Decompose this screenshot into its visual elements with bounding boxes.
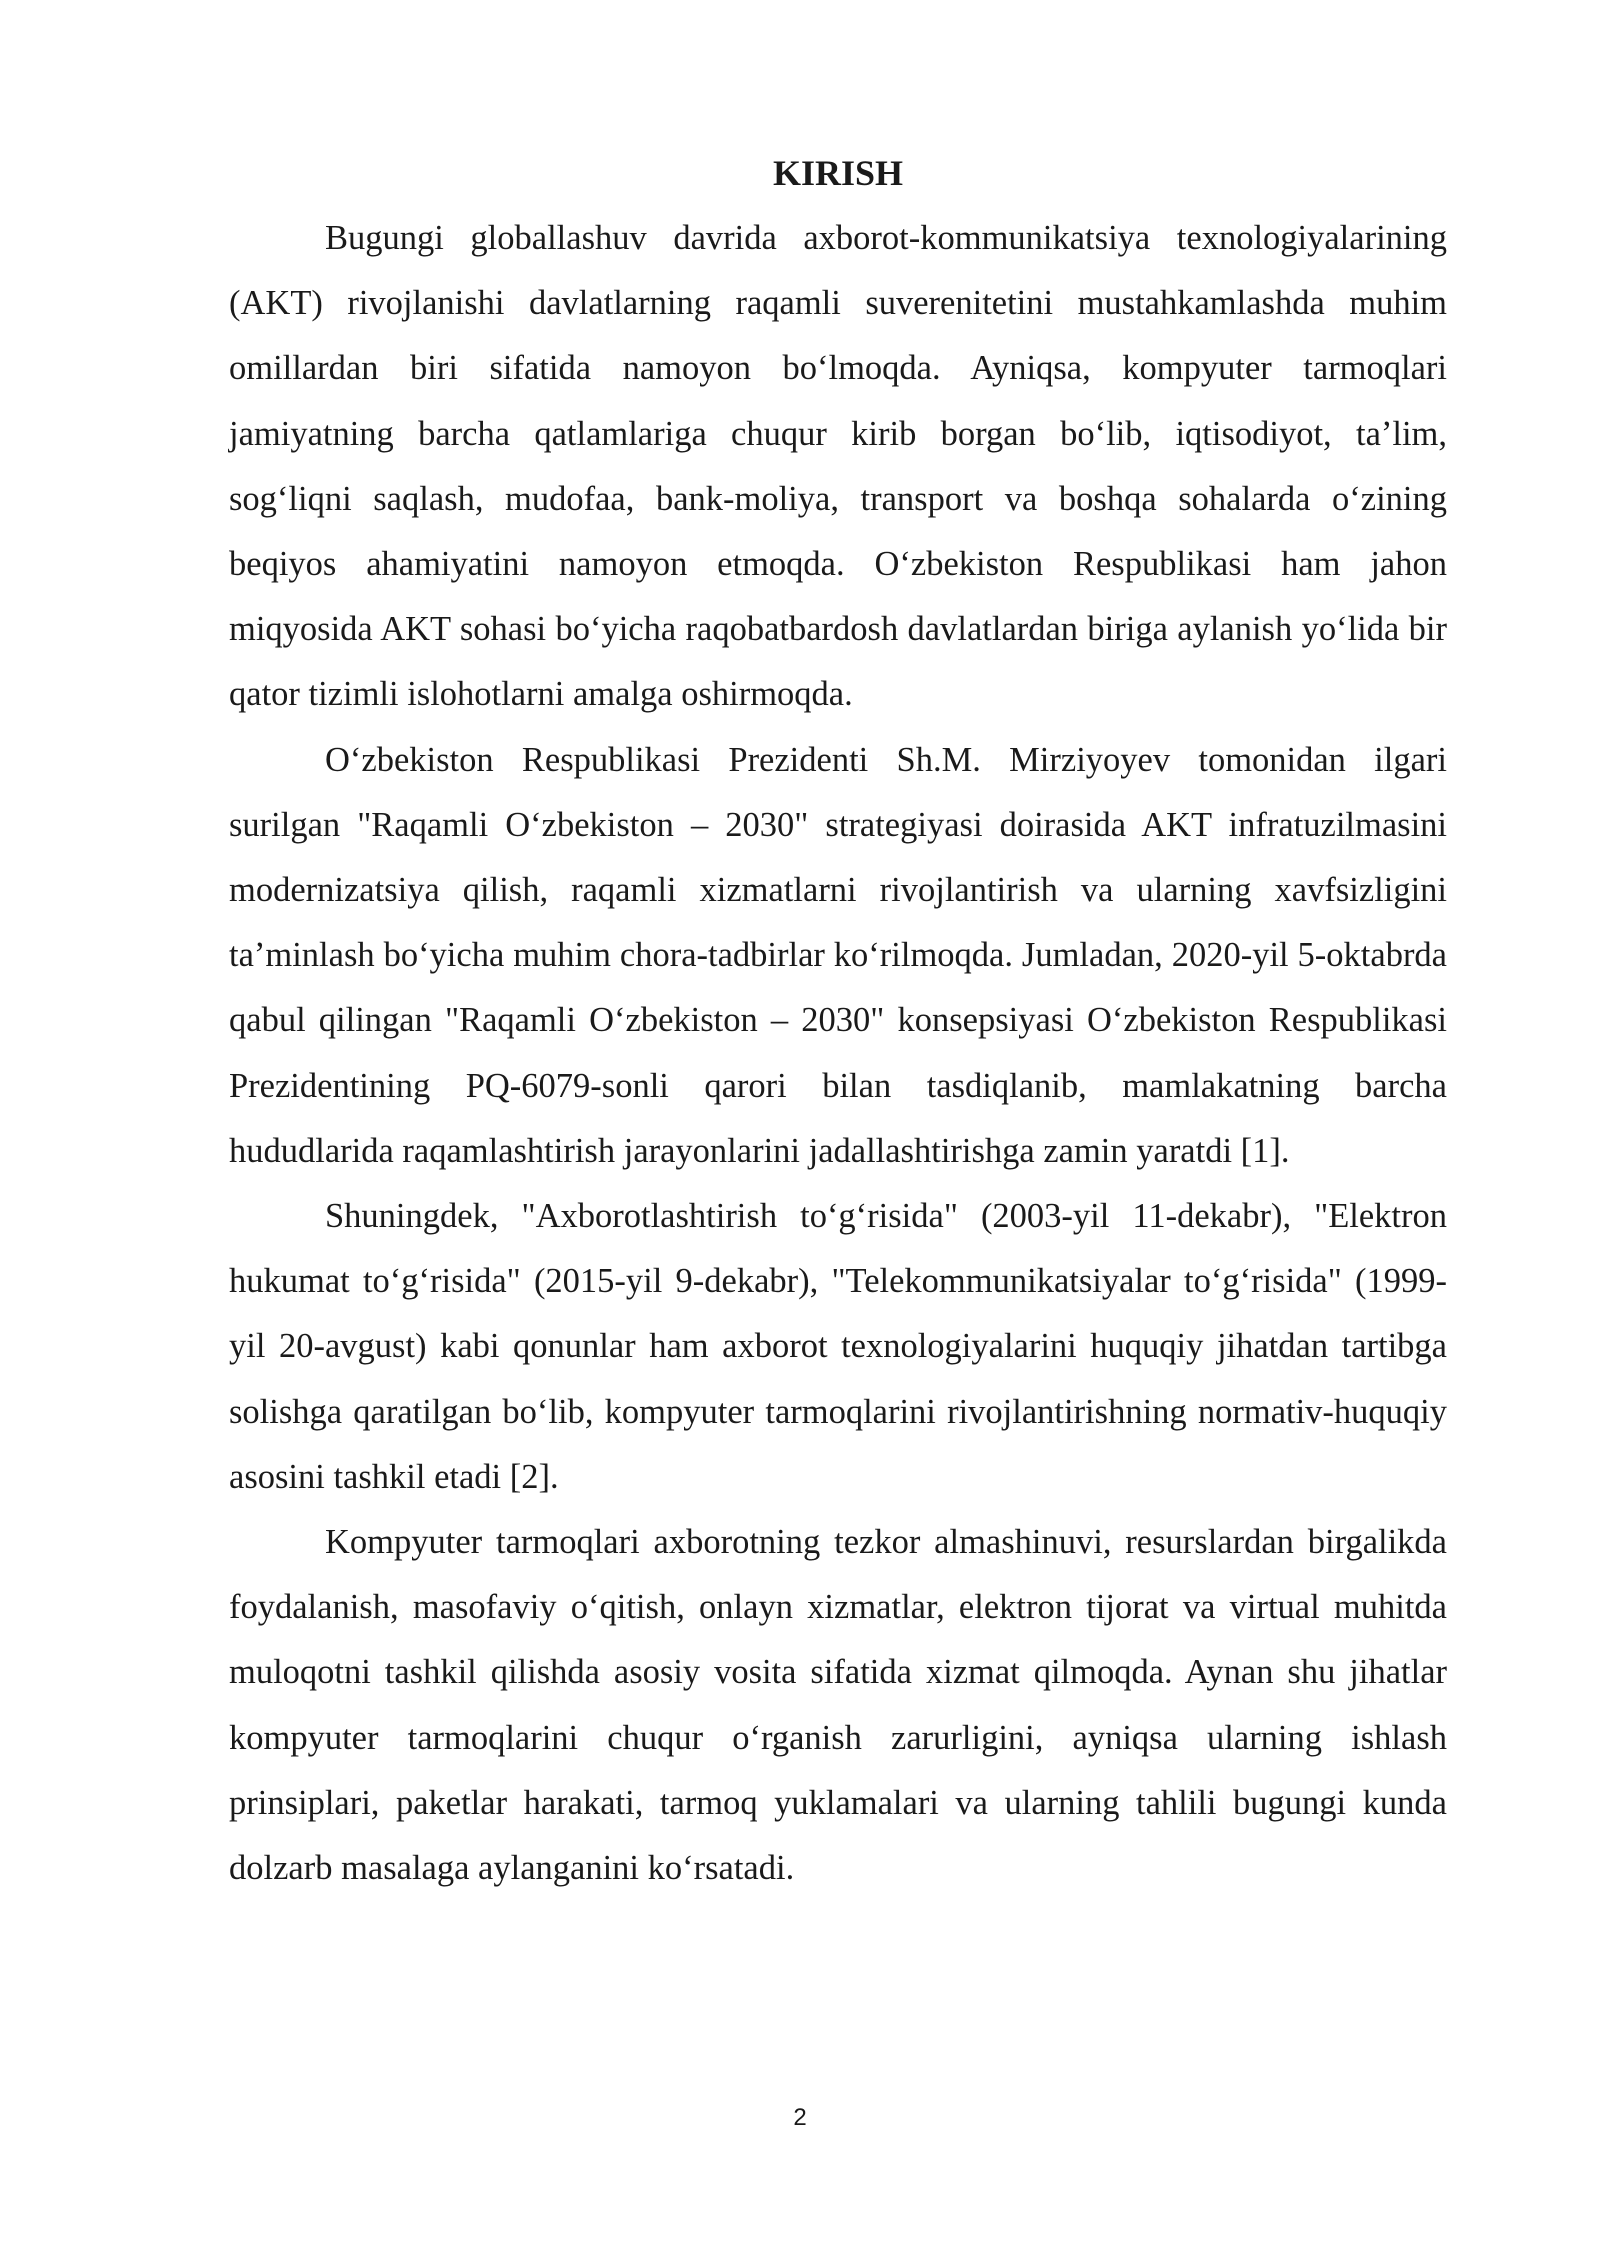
section-heading: KIRISH — [772, 153, 904, 193]
paragraph-2: Oʻzbekiston Respublikasi Prezidenti Sh.M. Mirziyoyev tomonidan ilgari surilgan "Raqamli Oʻzbekiston – 2030" strategiyasi doirasida AKT infratuzilmasini modernizatsiya qilish, raqamli xizmatlarni rivojlantirish va ularning xavfsizligini taʼminlash boʻyicha muhim chora-tadbirlar koʻrilmoqda. Jumladan, 2020-yil 5-oktabrda qabul qilingan "Raqamli Oʻzbekiston – 2030" konsepsiyasi Oʻzbekiston Respublikasi Prezidentining PQ-6079-sonli qarori bilan tasdiqlanib, mamlakatning barcha hududlarida raqamlashtirish jarayonlarini jadallashtirishga zamin yaratdi [1]. — [229, 740, 1447, 1170]
paragraph-1: Bugungi globallashuv davrida axborot-kommunikatsiya texnologiyalarining (AKT) rivojlanishi davlatlarning raqamli suverenitetini mustahkamlashda muhim omillardan biri sifatida namoyon boʻlmoqda. Ayniqsa, kompyuter tarmoqlari jamiyatning barcha qatlamlariga chuqur kirib borgan boʻlib, iqtisodiyot, taʼlim, sogʻliqni saqlash, mudofaa, bank-moliya, transport va boshqa sohalarda oʻzining beqiyos ahamiyatini namoyon etmoqda. Oʻzbekiston Respublikasi ham jahon miqyosida AKT sohasi boʻyicha raqobatbardosh davlatlardan biriga aylanish yoʻlida bir qator tizimli islohotlarni amalga oshirmoqda. — [229, 219, 1447, 714]
paragraph-3: Shuningdek, "Axborotlashtirish toʻgʻrisida" (2003-yil 11-dekabr), "Elektron hukumat toʻgʻrisida" (2015-yil 9-dekabr), "Telekommunikatsiyalar toʻgʻrisida" (1999-yil 20-avgust) kabi qonunlar ham axborot texnologiyalarini huquqiy jihatdan tartibga solishga qaratilgan boʻlib, kompyuter tarmoqlarini rivojlantirishning normativ-huquqiy asosini tashkil etadi [2]. — [229, 1197, 1447, 1496]
document-body — [229, 206, 1447, 1901]
page-number: 2 — [793, 2104, 807, 2131]
paragraph-4: Kompyuter tarmoqlari axborotning tezkor almashinuvi, resurslardan birgalikda foydalanish, masofaviy oʻqitish, onlayn xizmatlar, elektron tijorat va virtual muhitda muloqotni tashkil qilishda asosiy vosita sifatida xizmat qilmoqda. Aynan shu jihatlar kompyuter tarmoqlarini chuqur oʻrganish zarurligini, ayniqsa ularning ishlash prinsiplari, paketlar harakati, tarmoq yuklamalari va ularning tahlili bugungi kunda dolzarb masalaga aylanganini koʻrsatadi. — [229, 1523, 1447, 1888]
